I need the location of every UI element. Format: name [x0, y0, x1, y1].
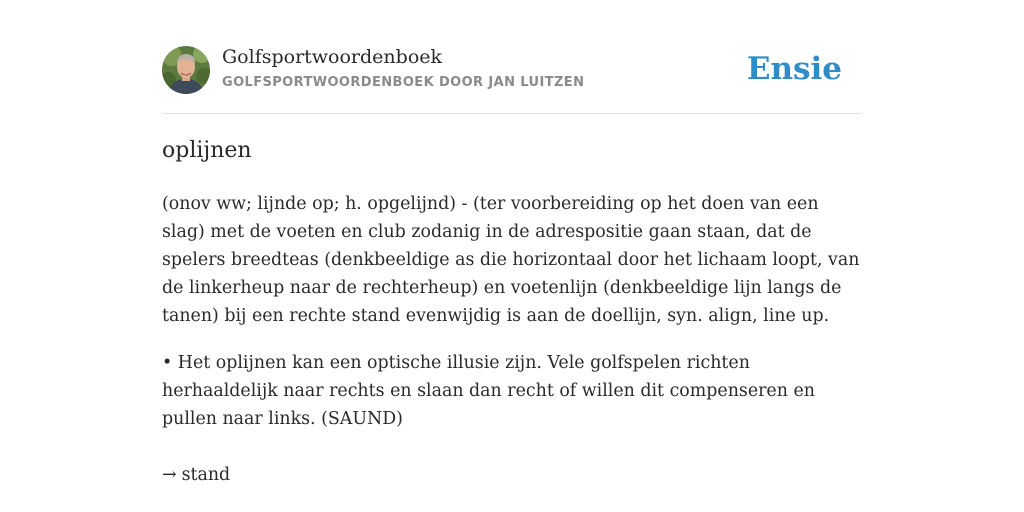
source-title[interactable]: Golfsportwoordenboek: [222, 46, 443, 68]
entry-term: oplijnen: [162, 138, 252, 163]
cross-reference-link[interactable]: stand: [181, 465, 231, 485]
ensie-logo[interactable]: Ensie: [746, 51, 842, 87]
cross-reference: [162, 461, 230, 489]
arrow-right-icon: →: [162, 465, 177, 485]
header-divider: [162, 113, 862, 114]
author-avatar[interactable]: [162, 46, 210, 94]
source-subtitle[interactable]: GOLFSPORTWOORDENBOEK DOOR JAN LUITZEN: [222, 75, 585, 90]
entry-definition: (onov ww; lijnde op; h. opgelijnd) - (ter voorbereiding op het doen van een slag) met de voeten en club zodanig in de adrespositie gaan staan, dat de spelers breedteas (denkbeeldige as die horizontaal door het lichaam loopt, van de linkerheup naar de rechterheup) en voetenlijn (denkbeeldige lijn langs de tanen) bij een rechte stand evenwijdig is aan de doellijn, syn. align, line up.: [162, 194, 860, 326]
entry-note: • Het oplijnen kan een optische illusie zijn. Vele golfspelen richten herhaaldelijk naar rechts en slaan dan recht of willen dit compenseren en pullen naar links. (SAUND): [162, 353, 815, 429]
source-header: [162, 46, 862, 96]
author-portrait-icon: [162, 46, 210, 94]
